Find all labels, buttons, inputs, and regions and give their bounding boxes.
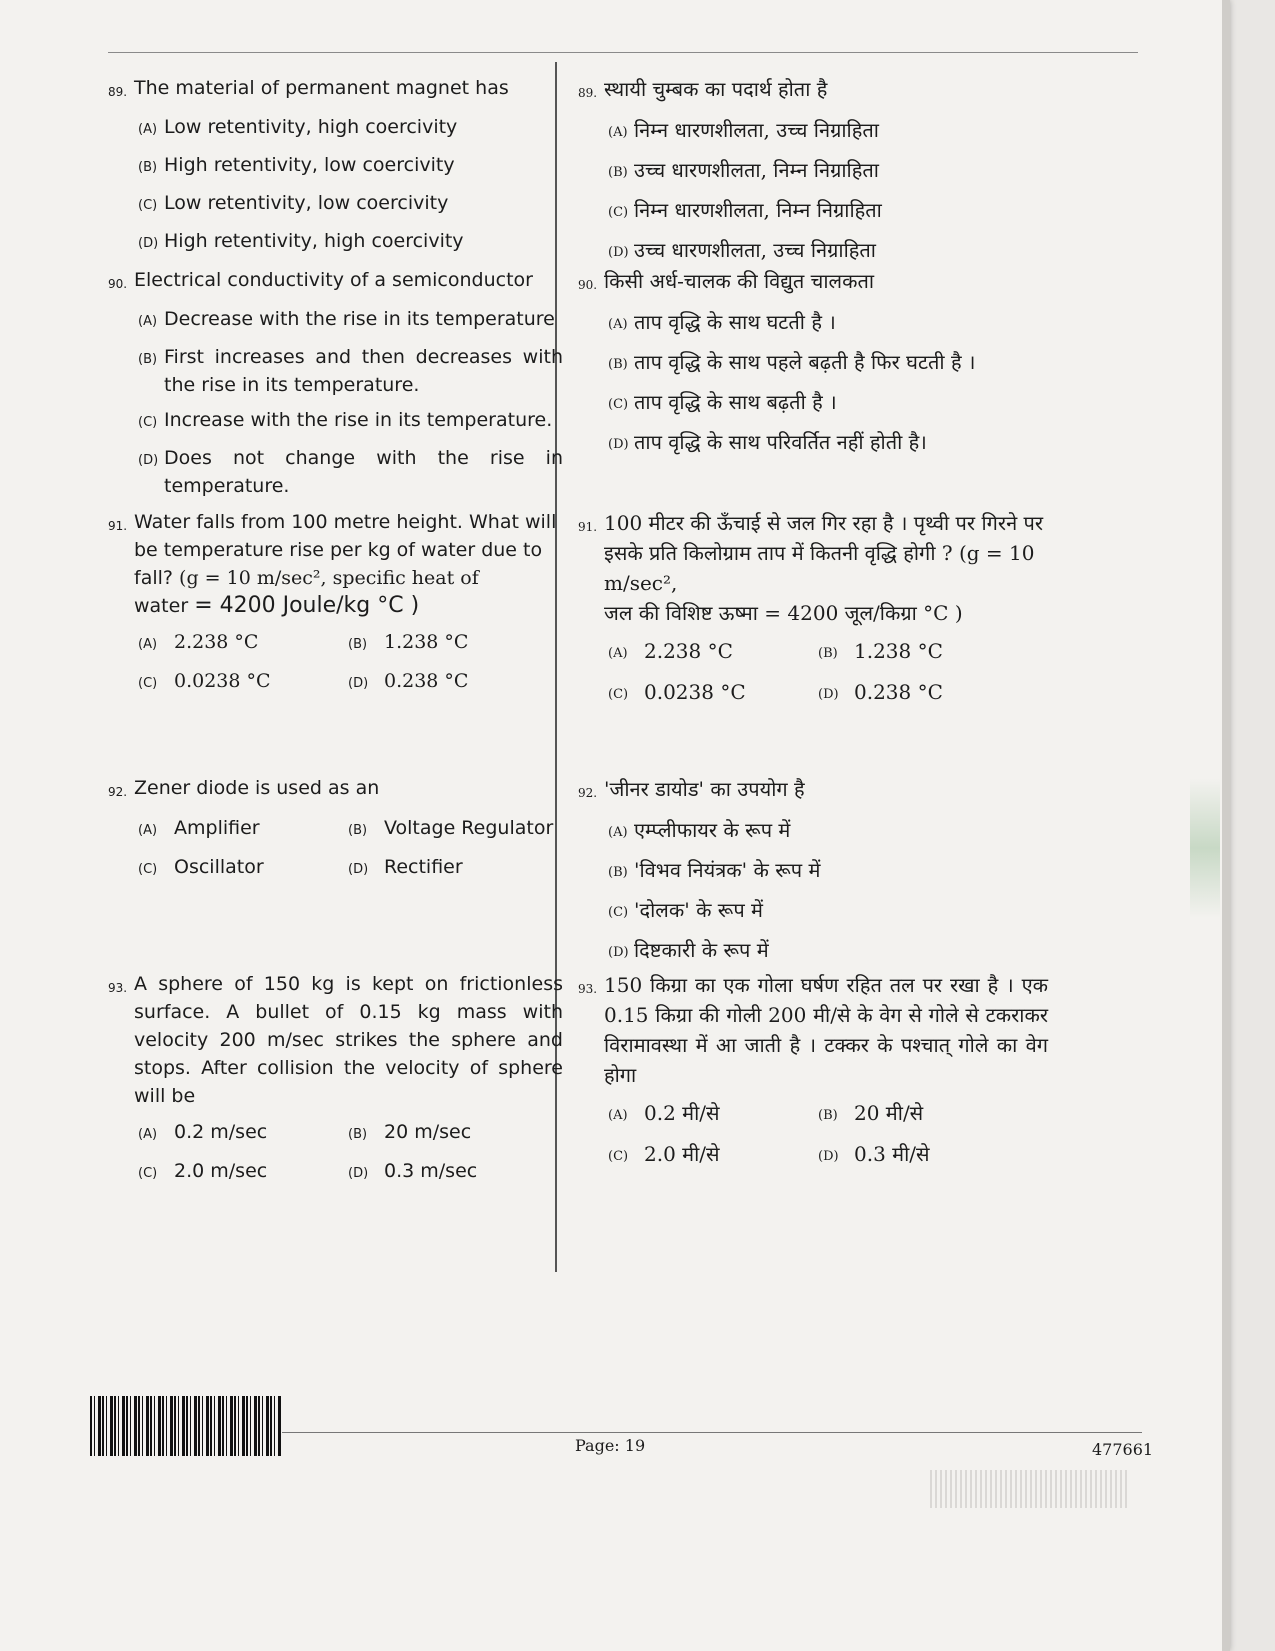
option-a[interactable]: (A) Low retentivity, high coercivity — [138, 116, 458, 138]
option-b[interactable]: (B) 1.238 °C — [818, 639, 943, 663]
option-c[interactable]: (C) Increase with the rise in its temperature. — [138, 409, 553, 431]
question-93-hi — [578, 970, 1048, 1172]
option-d[interactable]: (D) 0.3 m/sec — [348, 1160, 478, 1182]
option-b[interactable]: (B) 1.238 °C — [348, 631, 469, 653]
question-89-hi — [578, 74, 1048, 268]
option-a[interactable]: (A) 2.238 °C — [138, 631, 259, 653]
formula-line-2: जल की विशिष्ट ऊष्मा = 4200 जूल/किग्रा °C ) — [604, 601, 963, 625]
page-number: Page: 19 — [575, 1436, 646, 1455]
page-edge — [1222, 0, 1230, 1651]
barcode — [90, 1396, 282, 1456]
option-d[interactable]: (D) दिष्टकारी के रूप में — [608, 938, 769, 962]
top-rule — [108, 52, 1138, 53]
option-d[interactable]: (D) Does not change with the rise in temperature. — [138, 447, 563, 497]
question-text: 150 किग्रा का एक गोला घर्षण रहित तल पर रखा है । एक 0.15 किग्रा की गोली 200 मी/से के वेग से गोले से टकराकर विरामावस्था में आ जाती है । टक्कर के पश्चात् गोले का वेग होगा — [604, 973, 1048, 1087]
scan-smudge — [1190, 778, 1220, 918]
option-b[interactable]: (B) 20 मी/से — [818, 1101, 924, 1125]
option-d[interactable]: (D) 0.238 °C — [348, 670, 469, 692]
question-90-en — [108, 266, 563, 500]
question-90-hi — [578, 266, 1048, 460]
question-text: किसी अर्ध-चालक की विद्युत चालकता — [604, 269, 875, 293]
option-b[interactable]: (B) 'विभव नियंत्रक' के रूप में — [608, 858, 821, 882]
paper-code: 477661 — [1092, 1440, 1154, 1459]
option-d[interactable]: (D) ताप वृद्धि के साथ परिवर्तित नहीं होती है। — [608, 430, 927, 454]
option-c[interactable]: (C) 0.0238 °C — [138, 670, 271, 692]
options-grid — [138, 628, 563, 698]
question-number: 92. — [108, 785, 128, 799]
option-d[interactable]: (D) 0.3 मी/से — [818, 1142, 930, 1166]
question-text: The material of permanent magnet has — [134, 77, 509, 99]
option-a[interactable]: (A) 2.238 °C — [608, 639, 733, 663]
option-b[interactable]: (B) ताप वृद्धि के साथ पहले बढ़ती है फिर घटती है । — [608, 350, 976, 374]
question-91-hi — [578, 508, 1048, 710]
question-text: 'जीनर डायोड' का उपयोग है — [604, 777, 805, 801]
question-text: Zener diode is used as an — [134, 777, 380, 799]
question-number: 90. — [108, 277, 128, 291]
option-c[interactable]: (C) 0.0238 °C — [608, 680, 746, 704]
question-93-en — [108, 970, 563, 1188]
bleed-through-barcode — [930, 1470, 1130, 1508]
option-c[interactable]: (C) 2.0 m/sec — [138, 1160, 268, 1182]
option-c[interactable]: (C) ताप वृद्धि के साथ बढ़ती है । — [608, 390, 837, 414]
option-c[interactable]: (C) 'दोलक' के रूप में — [608, 898, 764, 922]
option-c[interactable]: (C) Low retentivity, low coercivity — [138, 192, 449, 214]
option-a[interactable]: (A) ताप वृद्धि के साथ घटती है । — [608, 310, 836, 334]
question-number: 89. — [108, 85, 128, 99]
question-89-en — [108, 74, 563, 258]
question-91-en — [108, 508, 563, 698]
option-d[interactable]: (D) उच्च धारणशीलता, उच्च निग्राहिता — [608, 238, 876, 262]
option-b[interactable]: (B) High retentivity, low coercivity — [138, 154, 455, 176]
option-d[interactable]: (D) High retentivity, high coercivity — [138, 230, 464, 252]
option-a[interactable]: (A) निम्न धारणशीलता, उच्च निग्राहिता — [608, 118, 879, 142]
option-a[interactable]: (A) 0.2 m/sec — [138, 1121, 268, 1143]
option-c[interactable]: (C) Oscillator — [138, 856, 264, 878]
formula-line-1: (g = 10 m/sec², — [604, 541, 1035, 595]
question-text: स्थायी चुम्बक का पदार्थ होता है — [604, 77, 828, 101]
option-d[interactable]: (D) Rectifier — [348, 856, 463, 878]
question-number: 91. — [108, 519, 128, 533]
question-number: 91. — [578, 520, 598, 534]
option-b[interactable]: (B) Voltage Regulator — [348, 817, 554, 839]
question-text: A sphere of 150 kg is kept on frictionless surface. A bullet of 0.15 kg mass with velocity 200 m/sec strikes the sphere and stops. After collision the velocity of sphere will be — [134, 973, 563, 1107]
formula-line-2: = 4200 Joule/kg °C ) — [194, 593, 420, 618]
option-a[interactable]: (A) 0.2 मी/से — [608, 1101, 720, 1125]
options-grid — [138, 1118, 563, 1188]
formula-line-1: (g = 10 m/sec², specific heat of — [179, 567, 479, 589]
option-b[interactable]: (B) उच्च धारणशीलता, निम्न निग्राहिता — [608, 158, 879, 182]
option-a[interactable]: (A) Amplifier — [138, 817, 260, 839]
question-text: Electrical conductivity of a semiconductor — [134, 269, 533, 291]
formula-label: water — [134, 595, 189, 617]
option-b[interactable]: (B) 20 m/sec — [348, 1121, 472, 1143]
question-92-hi — [578, 774, 1048, 968]
question-number: 92. — [578, 786, 598, 800]
options-grid — [608, 1098, 1048, 1172]
question-number: 93. — [108, 981, 128, 995]
question-text: 100 मीटर की ऊँचाई से जल गिर रहा है । पृथ्वी पर गिरने पर इसके प्रति किलोग्राम ताप में कितनी वृद्धि होगी ? — [604, 511, 1044, 565]
option-c[interactable]: (C) 2.0 मी/से — [608, 1142, 720, 1166]
question-number: 93. — [578, 982, 598, 996]
question-92-en — [108, 774, 563, 884]
option-d[interactable]: (D) 0.238 °C — [818, 680, 943, 704]
options-grid — [138, 814, 563, 884]
question-number: 89. — [578, 86, 598, 100]
option-b[interactable]: (B) First increases and then decreases with the rise in its temperature. — [138, 346, 563, 396]
option-c[interactable]: (C) निम्न धारणशीलता, निम्न निग्राहिता — [608, 198, 882, 222]
option-a[interactable]: (A) एम्प्लीफायर के रूप में — [608, 818, 791, 842]
options-grid — [608, 636, 1048, 710]
option-a[interactable]: (A) Decrease with the rise in its temperature — [138, 308, 555, 330]
question-number: 90. — [578, 278, 598, 292]
question-text: Water falls from 100 metre height. What will be temperature rise per kg of water due to fall? — [134, 511, 557, 589]
